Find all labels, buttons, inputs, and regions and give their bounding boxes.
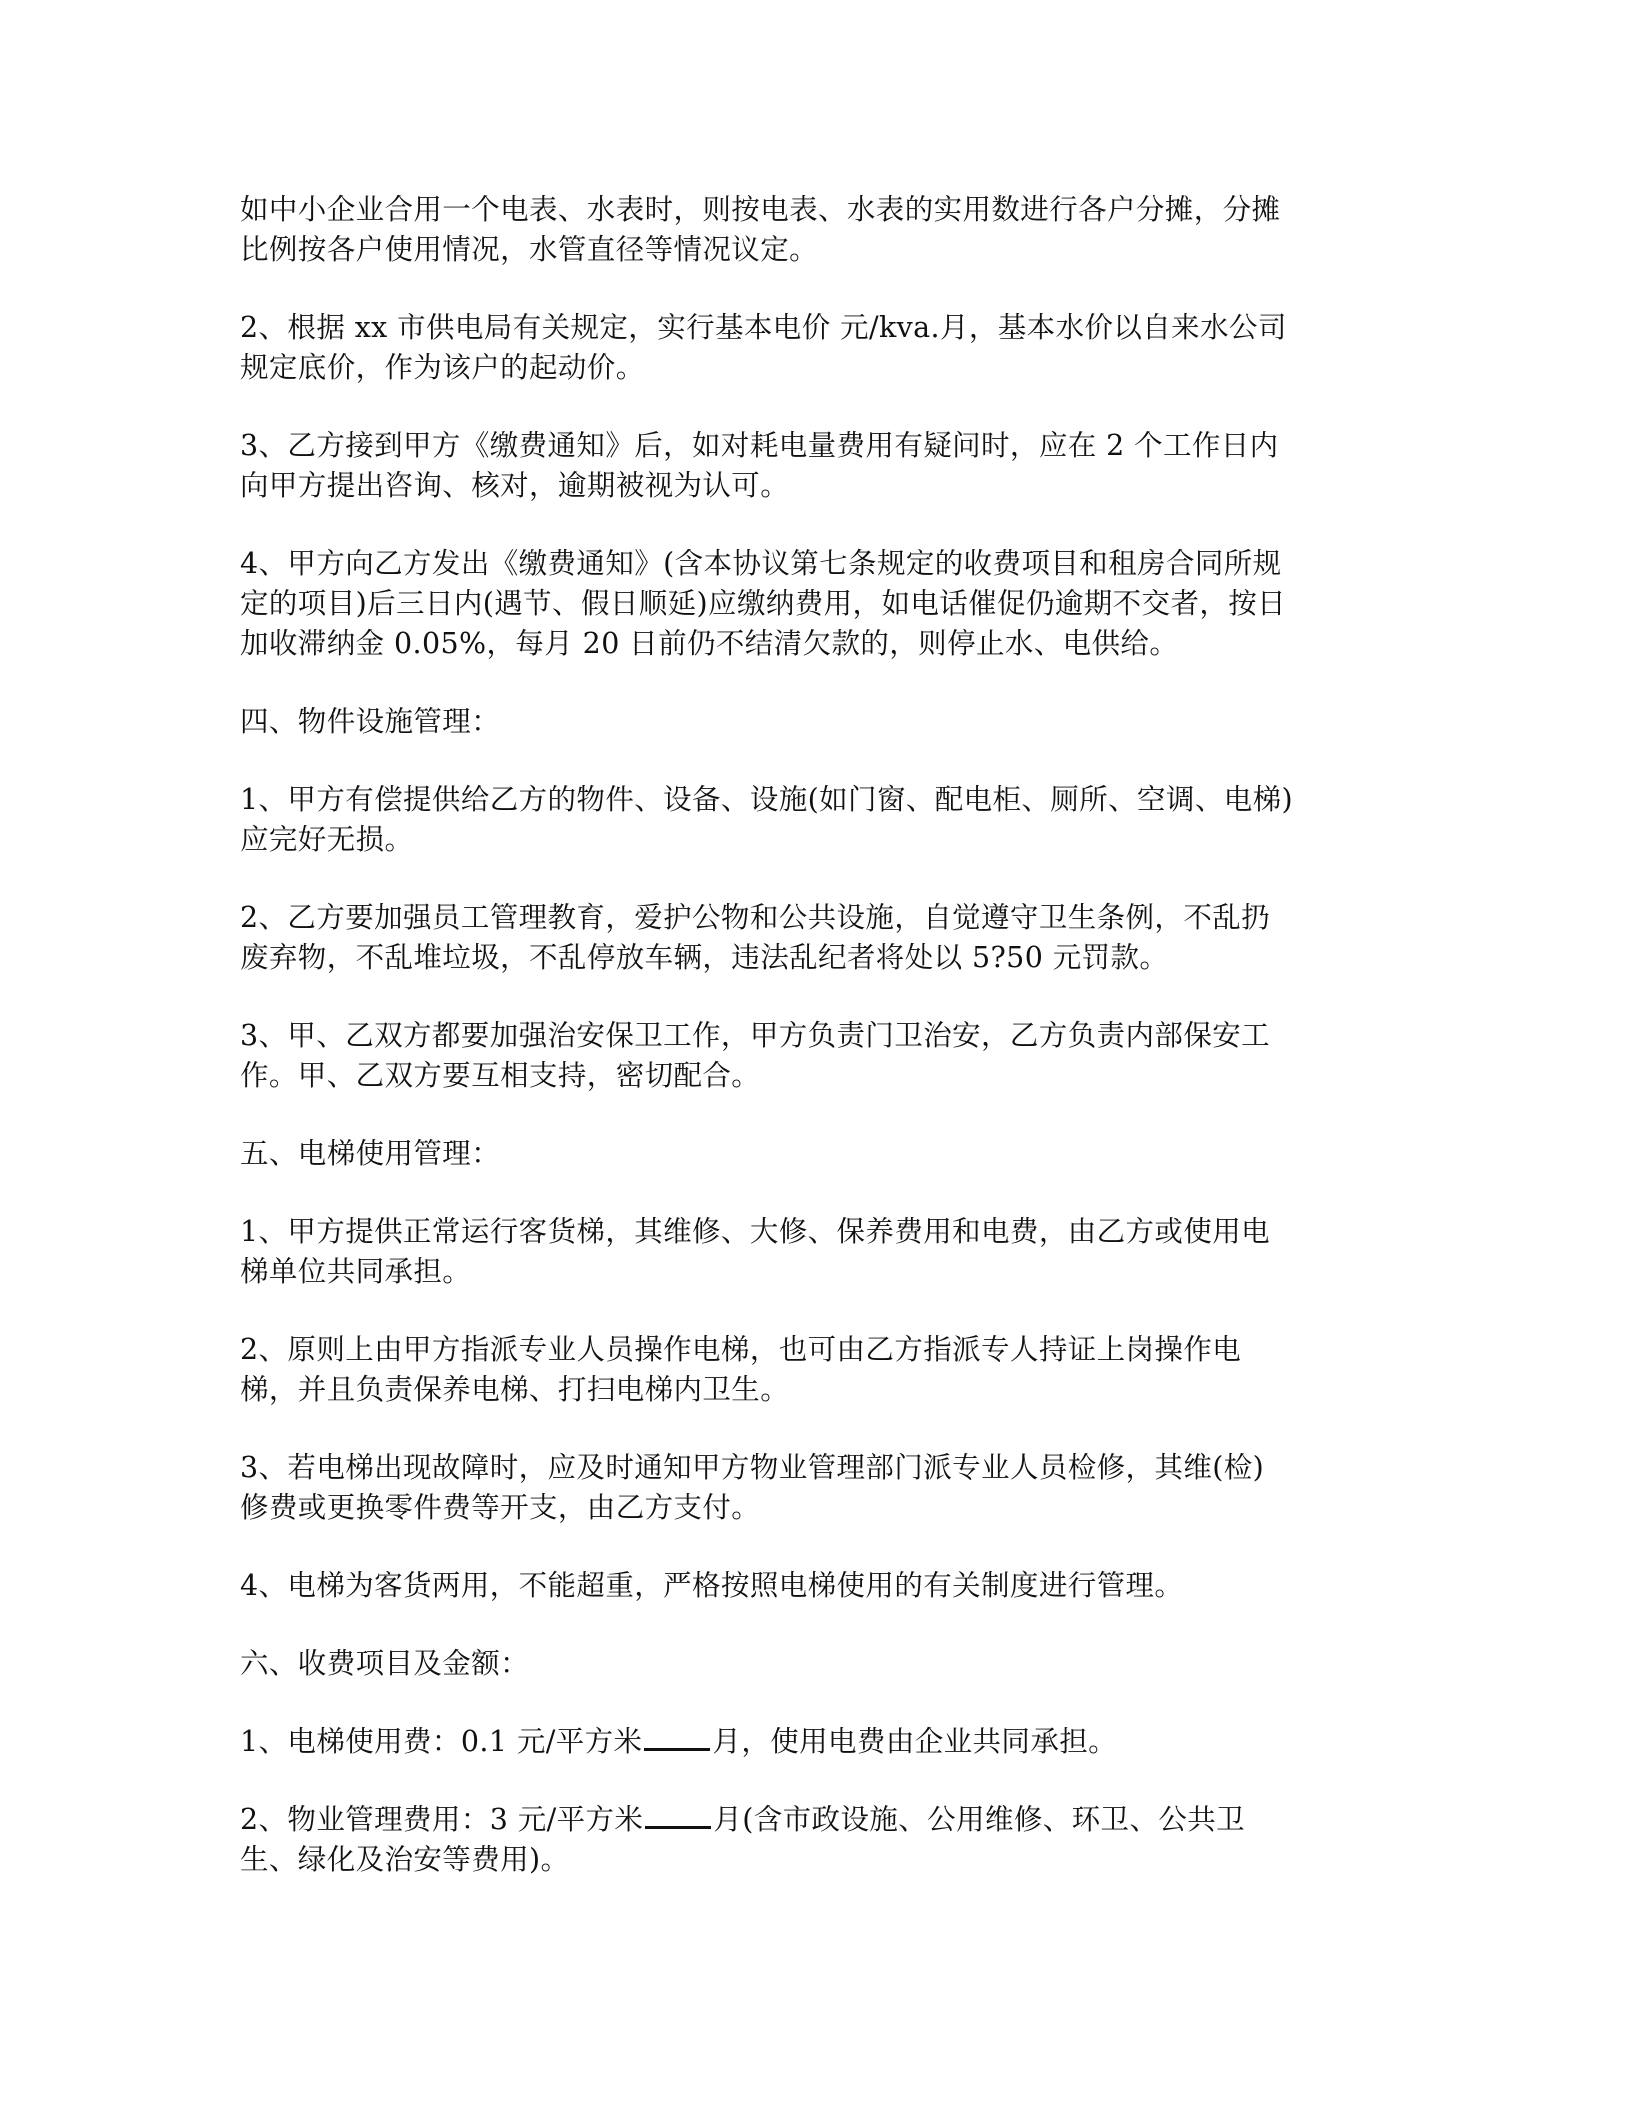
heading-text: 六、收费项目及金额： (240, 1647, 530, 1680)
text-line: 2、根据 xx 市供电局有关规定，实行基本电价 元/kva.月，基本水价以自来水公司 (240, 311, 1287, 344)
paragraph-water-electric-sharing (240, 190, 1400, 270)
document-page (240, 190, 1400, 1918)
fee-text-before: 2、物业管理费用：3 元/平方米 (240, 1803, 644, 1836)
text-line: 4、电梯为客货两用，不能超重，严格按照电梯使用的有关制度进行管理。 (240, 1569, 1184, 1602)
paragraph-facility-item-2 (240, 898, 1400, 978)
text-line: 作。甲、乙双方要互相支持，密切配合。 (240, 1059, 761, 1092)
paragraph-elevator-item-1 (240, 1212, 1400, 1292)
paragraph-elevator-item-3 (240, 1448, 1400, 1528)
paragraph-elevator-item-2 (240, 1330, 1400, 1410)
text-line: 梯，并且负责保养电梯、打扫电梯内卫生。 (240, 1373, 790, 1406)
text-line: 规定底价，作为该户的起动价。 (240, 351, 645, 384)
text-line: 向甲方提出咨询、核对，逾期被视为认可。 (240, 469, 790, 502)
section-heading-elevator-management (240, 1134, 1400, 1174)
paragraph-item-3-payment-query (240, 426, 1400, 506)
fee-text-before: 1、电梯使用费：0.1 元/平方米 (240, 1725, 643, 1758)
text-line: 修费或更换零件费等开支，由乙方支付。 (240, 1491, 761, 1524)
text-line: 1、甲方有偿提供给乙方的物件、设备、设施(如门窗、配电柜、厕所、空调、电梯) (240, 783, 1294, 816)
paragraph-fee-elevator-usage (240, 1722, 1400, 1762)
text-line (240, 1800, 1400, 1840)
text-line: 3、若电梯出现故障时，应及时通知甲方物业管理部门派专业人员检修，其维(检) (240, 1451, 1265, 1484)
heading-text: 五、电梯使用管理： (240, 1137, 501, 1170)
text-line: 1、甲方提供正常运行客货梯，其维修、大修、保养费用和电费，由乙方或使用电 (240, 1215, 1271, 1248)
text-line: 加收滞纳金 0.05%，每月 20 日前仍不结清欠款的，则停止水、电供给。 (240, 627, 1179, 660)
text-line: 生、绿化及治安等费用)。 (240, 1843, 570, 1876)
paragraph-item-4-late-fee (240, 544, 1400, 664)
text-line: 4、甲方向乙方发出《缴费通知》(含本协议第七条规定的收费项目和租房合同所规 (240, 547, 1282, 580)
text-line: 比例按各户使用情况，水管直径等情况议定。 (240, 233, 819, 266)
text-line: 应完好无损。 (240, 823, 414, 856)
text-line: 3、乙方接到甲方《缴费通知》后，如对耗电量费用有疑问时，应在 2 个工作日内 (240, 429, 1279, 462)
text-line: 3、甲、乙双方都要加强治安保卫工作，甲方负责门卫治安，乙方负责内部保安工 (240, 1019, 1271, 1052)
text-line: 定的项目)后三日内(遇节、假日顺延)应缴纳费用，如电话催促仍逾期不交者，按日 (240, 587, 1287, 620)
text-line: 2、原则上由甲方指派专业人员操作电梯，也可由乙方指派专人持证上岗操作电 (240, 1333, 1242, 1366)
text-line (240, 1722, 1400, 1762)
text-line: 废弃物，不乱堆垃圾，不乱停放车辆，违法乱纪者将处以 5?50 元罚款。 (240, 941, 1169, 974)
fee-text-after: 月(含市政设施、公用维修、环卫、公共卫 (713, 1803, 1246, 1836)
heading-text: 四、物件设施管理： (240, 705, 501, 738)
paragraph-facility-item-3 (240, 1016, 1400, 1096)
paragraph-facility-item-1 (240, 780, 1400, 860)
paragraph-elevator-item-4 (240, 1566, 1400, 1606)
blank-underline (645, 1802, 711, 1829)
paragraph-fee-property-management (240, 1800, 1400, 1880)
section-heading-fee-items (240, 1644, 1400, 1684)
text-line: 2、乙方要加强员工管理教育，爱护公物和公共设施，自觉遵守卫生条例，不乱扔 (240, 901, 1271, 934)
fee-text-after: 月，使用电费由企业共同承担。 (712, 1725, 1118, 1758)
blank-underline (644, 1724, 710, 1751)
section-heading-facility-management (240, 702, 1400, 742)
text-line: 如中小企业合用一个电表、水表时，则按电表、水表的实用数进行各户分摊，分摊 (240, 193, 1281, 226)
text-line: 梯单位共同承担。 (240, 1255, 472, 1288)
paragraph-item-2-base-price (240, 308, 1400, 388)
